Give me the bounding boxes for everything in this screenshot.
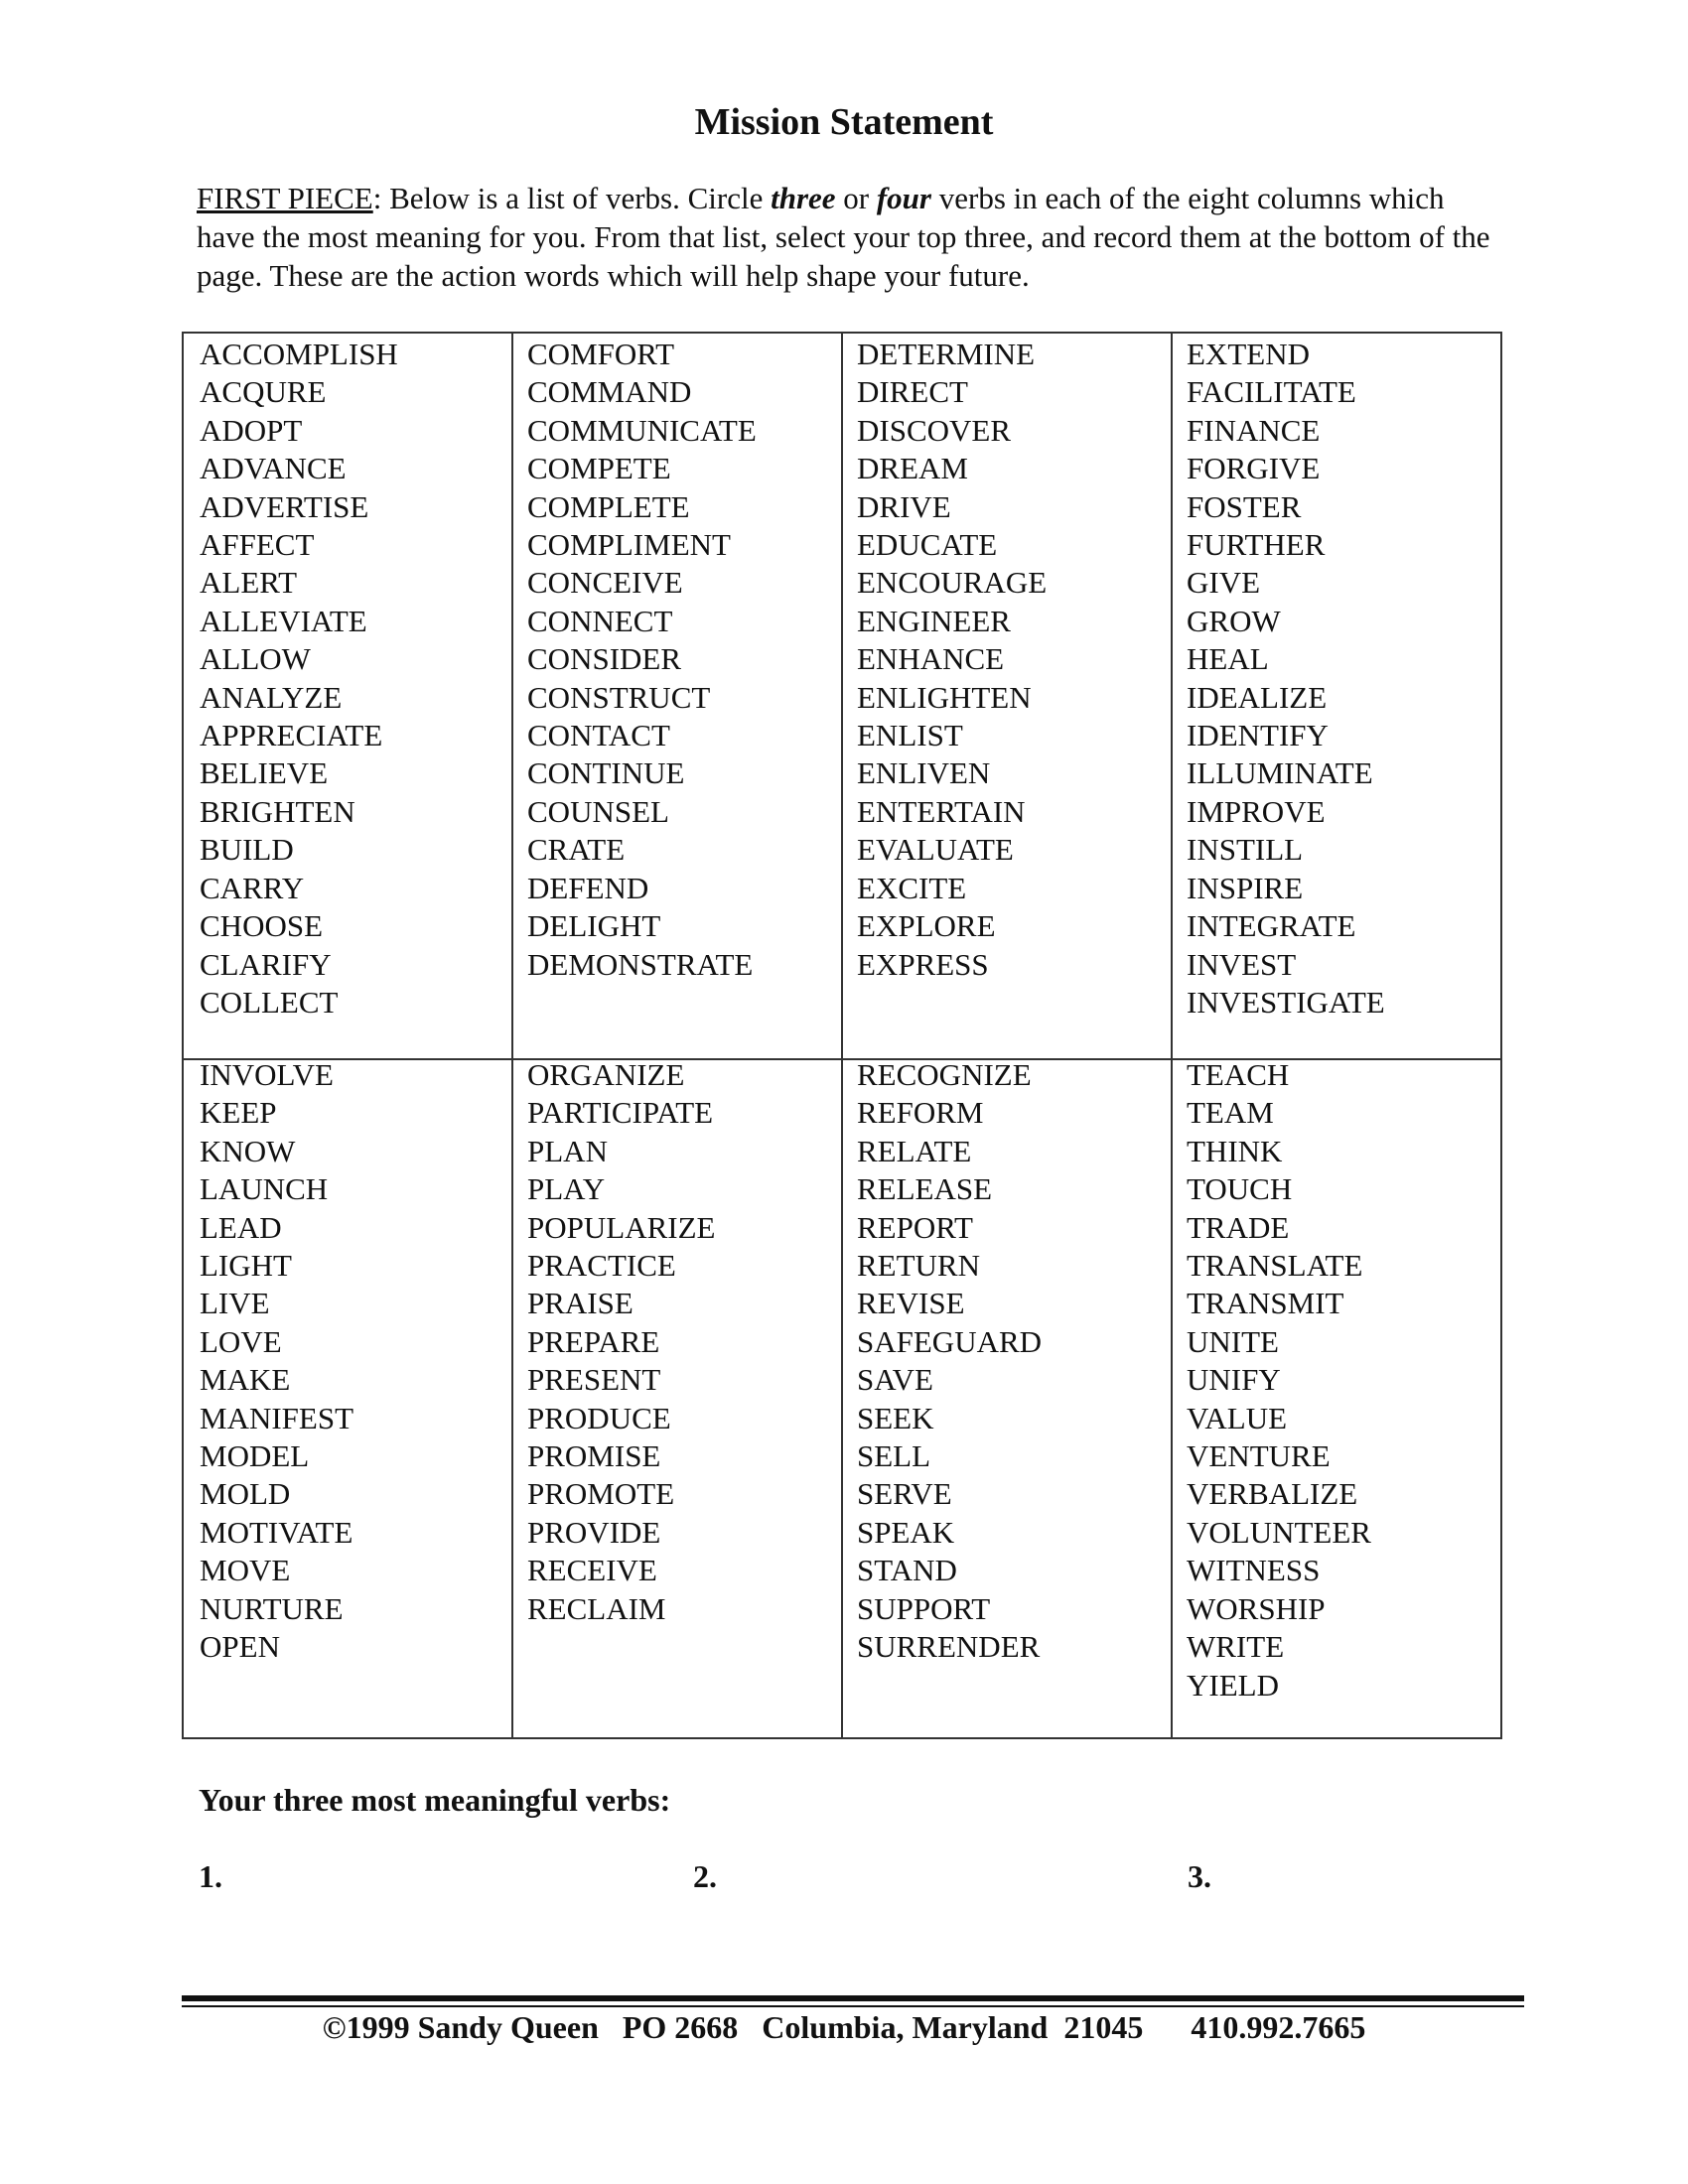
verb-item[interactable]: DRIVE xyxy=(857,488,951,524)
verb-column-4 xyxy=(1187,336,1385,1022)
verb-item[interactable]: COUNSEL xyxy=(527,793,669,829)
verb-item[interactable]: ADOPT xyxy=(200,412,303,448)
verb-column-7 xyxy=(857,1056,1042,1667)
verb-item[interactable]: BUILD xyxy=(200,832,294,868)
verb-item[interactable]: ILLUMINATE xyxy=(1187,755,1373,791)
verb-item[interactable]: MANIFEST xyxy=(200,1400,354,1435)
verb-item[interactable]: SURRENDER xyxy=(857,1629,1041,1665)
verb-item[interactable]: EVALUATE xyxy=(857,832,1014,868)
verb-item[interactable]: RELEASE xyxy=(857,1171,993,1207)
verb-item[interactable]: FINANCE xyxy=(1187,412,1321,448)
verb-item[interactable]: ENGINEER xyxy=(857,603,1011,638)
verb-item[interactable]: ALERT xyxy=(200,565,298,601)
verb-item[interactable]: ORGANIZE xyxy=(527,1057,685,1092)
verb-item[interactable]: ENLIVEN xyxy=(857,755,991,791)
verb-item[interactable]: FORGIVE xyxy=(1187,451,1321,486)
instructions-label: FIRST PIECE xyxy=(197,181,373,215)
verb-item[interactable]: CRATE xyxy=(527,832,626,868)
verb-item[interactable]: INSTILL xyxy=(1187,832,1304,868)
verb-item[interactable]: LIVE xyxy=(200,1286,270,1321)
verb-item[interactable]: ENLIST xyxy=(857,718,963,753)
verb-item[interactable]: INSPIRE xyxy=(1187,870,1304,905)
verb-item[interactable]: EXPRESS xyxy=(857,946,989,982)
verb-item[interactable]: ADVERTISE xyxy=(200,488,369,524)
verb-item[interactable]: CONNECT xyxy=(527,603,673,638)
footer-contact: ©1999 Sandy Queen PO 2668 Columbia, Maryland 21045 410.992.7665 xyxy=(322,2009,1366,2045)
verb-item[interactable]: POPULARIZE xyxy=(527,1209,716,1245)
verb-item[interactable]: INTEGRATE xyxy=(1187,908,1356,944)
verb-item[interactable]: RECLAIM xyxy=(527,1590,666,1626)
verb-column-6 xyxy=(527,1056,715,1628)
verb-item[interactable]: ENTERTAIN xyxy=(857,793,1026,829)
verb-item[interactable]: ENLIGHTEN xyxy=(857,679,1032,715)
top-verbs-prompt: Your three most meaningful verbs: xyxy=(199,1782,671,1818)
verb-item[interactable]: EXCITE xyxy=(857,870,967,905)
verb-item[interactable]: LAUNCH xyxy=(200,1171,329,1207)
verb-item[interactable]: ADVANCE xyxy=(200,451,347,486)
verb-item[interactable]: CHOOSE xyxy=(200,908,324,944)
verb-column-2 xyxy=(527,336,757,984)
verb-item[interactable]: DETERMINE xyxy=(857,337,1036,371)
verb-item[interactable]: SAFEGUARD xyxy=(857,1323,1043,1359)
verb-item[interactable]: RECOGNIZE xyxy=(857,1057,1032,1092)
verb-item[interactable]: PRESENT xyxy=(527,1362,661,1398)
verb-item[interactable]: UNITE xyxy=(1187,1323,1279,1359)
verb-item[interactable]: CONTACT xyxy=(527,718,670,753)
verb-item[interactable]: REFORM xyxy=(857,1095,984,1131)
verb-item[interactable]: ENHANCE xyxy=(857,641,1005,677)
verb-item[interactable]: PROMISE xyxy=(527,1438,661,1474)
verb-item[interactable]: HEAL xyxy=(1187,641,1269,677)
verb-item[interactable]: FACILITATE xyxy=(1187,374,1356,410)
verb-item[interactable]: COMPETE xyxy=(527,451,671,486)
footer-rule-thin xyxy=(182,2005,1524,2007)
instructions-text-2: or xyxy=(835,181,877,215)
verb-column-8 xyxy=(1187,1056,1371,1705)
verb-item[interactable]: ACQURE xyxy=(200,374,327,410)
verb-column-3 xyxy=(857,336,1047,984)
verb-item[interactable]: GROW xyxy=(1187,603,1281,638)
verb-item[interactable]: PRODUCE xyxy=(527,1400,671,1435)
verb-item[interactable]: THINK xyxy=(1187,1133,1283,1168)
verb-item[interactable]: EXTEND xyxy=(1187,337,1310,371)
verb-item[interactable]: INVESTIGATE xyxy=(1187,984,1385,1020)
verb-item[interactable]: TEAM xyxy=(1187,1095,1274,1131)
verb-item[interactable]: SELL xyxy=(857,1438,931,1474)
verb-item[interactable]: BRIGHTEN xyxy=(200,793,355,829)
verb-item[interactable]: SUPPORT xyxy=(857,1590,991,1626)
verb-item[interactable]: COMMUNICATE xyxy=(527,412,757,448)
verb-item[interactable]: VERBALIZE xyxy=(1187,1476,1358,1512)
verb-item[interactable]: KEEP xyxy=(200,1095,277,1131)
verb-item[interactable]: DREAM xyxy=(857,451,968,486)
verb-item[interactable]: IDEALIZE xyxy=(1187,679,1328,715)
verb-item[interactable]: PRAISE xyxy=(527,1286,633,1321)
instructions xyxy=(197,179,1497,295)
verb-item[interactable]: EDUCATE xyxy=(857,527,998,563)
answer-label-3: 3. xyxy=(1188,1858,1211,1894)
verb-item[interactable]: ANALYZE xyxy=(200,679,343,715)
verb-item[interactable]: MOTIVATE xyxy=(200,1514,353,1550)
table-column-divider xyxy=(1171,334,1173,1737)
verb-item[interactable]: REVISE xyxy=(857,1286,965,1321)
verb-item[interactable]: PREPARE xyxy=(527,1323,660,1359)
verb-item[interactable]: APPRECIATE xyxy=(200,718,383,753)
verb-item[interactable]: DIRECT xyxy=(857,374,968,410)
verb-item[interactable]: MAKE xyxy=(200,1362,291,1398)
verb-item[interactable]: NURTURE xyxy=(200,1590,344,1626)
verb-table xyxy=(182,332,1502,1739)
verb-item[interactable]: LOVE xyxy=(200,1323,282,1359)
verb-item[interactable]: COMPLIMENT xyxy=(527,527,731,563)
verb-item[interactable]: LIGHT xyxy=(200,1248,292,1284)
verb-item[interactable]: KNOW xyxy=(200,1133,296,1168)
footer-rule-thick xyxy=(182,1995,1524,2001)
verb-item[interactable]: PROMOTE xyxy=(527,1476,675,1512)
verb-item[interactable]: RELATE xyxy=(857,1133,972,1168)
verb-item[interactable]: CLARIFY xyxy=(200,946,332,982)
verb-item[interactable]: WRITE xyxy=(1187,1629,1285,1665)
verb-item[interactable]: TRANSMIT xyxy=(1187,1286,1344,1321)
verb-item[interactable]: WITNESS xyxy=(1187,1553,1321,1588)
verb-item[interactable]: EXPLORE xyxy=(857,908,996,944)
verb-item[interactable]: INVOLVE xyxy=(200,1057,334,1092)
verb-item[interactable]: PARTICIPATE xyxy=(527,1095,714,1131)
verb-item[interactable]: MODEL xyxy=(200,1438,310,1474)
verb-item[interactable]: TOUCH xyxy=(1187,1171,1293,1207)
verb-item[interactable]: CONSTRUCT xyxy=(527,679,711,715)
verb-item[interactable]: DEFEND xyxy=(527,870,649,905)
verb-item[interactable]: OPEN xyxy=(200,1629,280,1665)
verb-item[interactable]: COMPLETE xyxy=(527,488,690,524)
verb-item[interactable]: STAND xyxy=(857,1553,957,1588)
answer-label-2: 2. xyxy=(693,1858,717,1894)
verb-item[interactable]: DISCOVER xyxy=(857,412,1012,448)
verb-item[interactable]: FURTHER xyxy=(1187,527,1326,563)
verb-item[interactable]: PRACTICE xyxy=(527,1248,676,1284)
verb-item[interactable]: INVEST xyxy=(1187,946,1297,982)
verb-item[interactable]: AFFECT xyxy=(200,527,315,563)
verb-item[interactable]: TEACH xyxy=(1187,1057,1290,1092)
emphasis-four: four xyxy=(876,181,931,215)
verb-item[interactable]: ALLEVIATE xyxy=(200,603,367,638)
verb-item[interactable]: RECEIVE xyxy=(527,1553,657,1588)
verb-item[interactable]: COLLECT xyxy=(200,984,339,1020)
verb-item[interactable]: REPORT xyxy=(857,1209,973,1245)
verb-item[interactable]: YIELD xyxy=(1187,1667,1279,1703)
table-column-divider xyxy=(511,334,513,1737)
verb-item[interactable]: CARRY xyxy=(200,870,305,905)
table-column-divider xyxy=(841,334,843,1737)
verb-item[interactable]: PLAY xyxy=(527,1171,606,1207)
verb-item[interactable]: PLAN xyxy=(527,1133,608,1168)
verb-item[interactable]: IMPROVE xyxy=(1187,793,1326,829)
verb-item[interactable]: BELIEVE xyxy=(200,755,329,791)
verb-item[interactable]: LEAD xyxy=(200,1209,282,1245)
verb-item[interactable]: VALUE xyxy=(1187,1400,1288,1435)
verb-item[interactable]: MOLD xyxy=(200,1476,291,1512)
verb-item[interactable]: CONCEIVE xyxy=(527,565,683,601)
verb-item[interactable]: TRANSLATE xyxy=(1187,1248,1363,1284)
verb-item[interactable]: ALLOW xyxy=(200,641,311,677)
verb-item[interactable]: VOLUNTEER xyxy=(1187,1514,1371,1550)
verb-item[interactable]: RETURN xyxy=(857,1248,980,1284)
verb-item[interactable]: COMMAND xyxy=(527,374,692,410)
verb-item[interactable]: TRADE xyxy=(1187,1209,1290,1245)
verb-item[interactable]: WORSHIP xyxy=(1187,1590,1326,1626)
instructions-text-3: verbs in each of the eight columns which have the most meaning for you. From that list, select your top three, and record them at the bottom of the page. These are the action words which will help shape your future. xyxy=(197,181,1490,293)
verb-item[interactable]: FOSTER xyxy=(1187,488,1302,524)
verb-item[interactable]: PROVIDE xyxy=(527,1514,661,1550)
verb-item[interactable]: SERVE xyxy=(857,1476,952,1512)
verb-item[interactable]: DELIGHT xyxy=(527,908,661,944)
verb-item[interactable]: ACCOMPLISH xyxy=(200,337,398,371)
verb-item[interactable]: CONTINUE xyxy=(527,755,685,791)
verb-item[interactable]: SPEAK xyxy=(857,1514,955,1550)
verb-column-1 xyxy=(200,336,398,1022)
emphasis-three: three xyxy=(771,181,836,215)
verb-item[interactable]: GIVE xyxy=(1187,565,1261,601)
verb-item[interactable]: SAVE xyxy=(857,1362,933,1398)
verb-item[interactable]: CONSIDER xyxy=(527,641,682,677)
page-title: Mission Statement xyxy=(694,101,994,143)
verb-column-5 xyxy=(200,1056,353,1667)
verb-item[interactable]: COMFORT xyxy=(527,337,675,371)
verb-item[interactable]: DEMONSTRATE xyxy=(527,946,754,982)
verb-item[interactable]: UNIFY xyxy=(1187,1362,1281,1398)
verb-item[interactable]: ENCOURAGE xyxy=(857,565,1048,601)
verb-item[interactable]: MOVE xyxy=(200,1553,291,1588)
verb-item[interactable]: VENTURE xyxy=(1187,1438,1331,1474)
answer-label-1: 1. xyxy=(199,1858,222,1894)
verb-item[interactable]: IDENTIFY xyxy=(1187,718,1329,753)
instructions-text-1: : Below is a list of verbs. Circle xyxy=(372,181,772,215)
verb-item[interactable]: SEEK xyxy=(857,1400,934,1435)
